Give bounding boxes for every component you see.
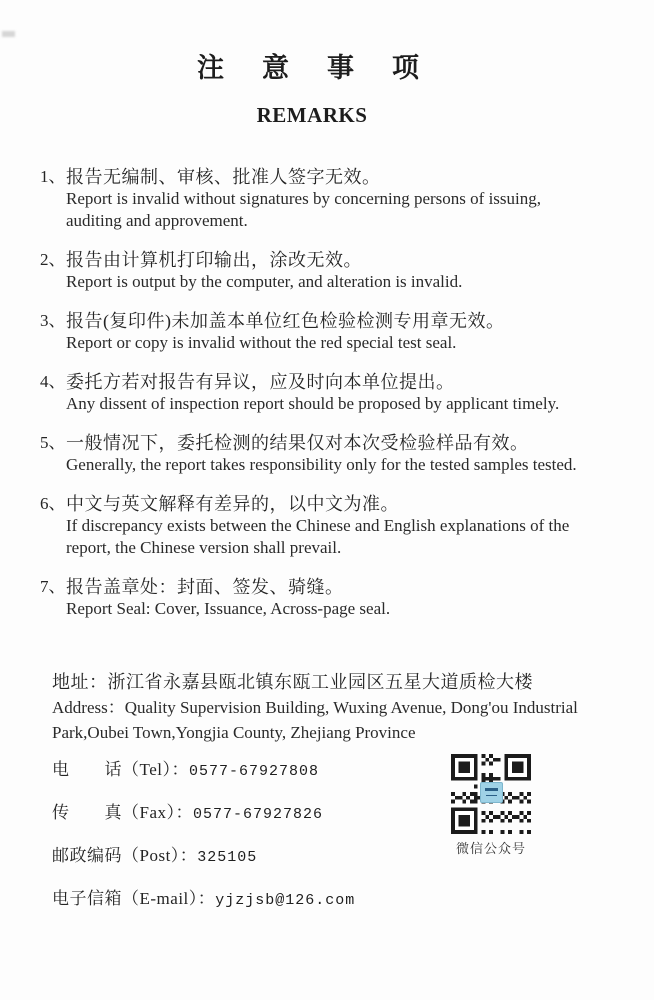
remark-english-text: If discrepancy exists between the Chinese and English explanations of the <box>66 516 570 535</box>
remark-english-text: Report is invalid without signatures by concerning persons of issuing, <box>66 189 541 208</box>
remark-number: 3、 <box>40 311 66 330</box>
page-title-english: REMARKS <box>256 103 368 127</box>
telephone-row <box>52 759 632 783</box>
remark-body <box>66 576 630 620</box>
email-value: yjzjsb@126.com <box>215 892 356 909</box>
address-chinese: 地址：浙江省永嘉县瓯北镇东瓯工业园区五星大道质检大楼 <box>52 672 533 692</box>
telephone-value: 0577-67927808 <box>188 763 319 780</box>
remark-chinese-text: 报告盖章处：封面、签发、骑缝。 <box>66 577 344 597</box>
telephone-label: 电 话（Tel）： <box>52 760 189 779</box>
remark-item-1 <box>40 166 630 232</box>
remark-chinese-text: 一般情况下，委托检测的结果仅对本次受检验样品有效。 <box>66 433 529 453</box>
fax-label: 传 真（Fax）： <box>52 803 193 822</box>
fax-row <box>52 802 632 826</box>
remark-item-3 <box>40 310 630 354</box>
remark-english-text: Report is output by the computer, and alteration is invalid. <box>66 272 463 291</box>
remarks-list <box>40 166 630 637</box>
email-row <box>52 888 632 912</box>
remark-english-text: Report Seal: Cover, Issuance, Across-page seal. <box>66 599 391 618</box>
remark-english-text: auditing and approvement. <box>66 211 248 230</box>
remark-number: 4、 <box>40 372 66 391</box>
qr-code <box>451 754 531 834</box>
contact-section <box>52 670 632 931</box>
remark-english-text: Any dissent of inspection report should be proposed by applicant timely. <box>66 394 560 413</box>
address-english-line1: Address：Quality Supervision Building, Wuxing Avenue, Dong'ou Industrial <box>52 698 578 717</box>
fax-value: 0577-67927826 <box>193 806 324 823</box>
remark-body <box>66 166 630 232</box>
postcode-row <box>52 845 632 869</box>
remark-number: 7、 <box>40 577 66 596</box>
remark-number: 6、 <box>40 494 66 513</box>
remark-item-7 <box>40 576 630 620</box>
remark-item-5 <box>40 432 630 476</box>
wechat-qr-block <box>451 754 531 857</box>
remark-number: 1、 <box>40 167 66 186</box>
remark-english-text: Report or copy is invalid without the red special test seal. <box>66 333 457 352</box>
contact-rows <box>52 759 632 912</box>
remark-item-6 <box>40 493 630 559</box>
remark-body <box>66 371 630 415</box>
page-title-chinese: 注意事项 <box>197 53 457 83</box>
remark-chinese-text: 报告无编制、审核、批准人签字无效。 <box>66 167 381 187</box>
remark-chinese-text: 委托方若对报告有异议，应及时向本单位提出。 <box>66 372 455 392</box>
remark-body <box>66 493 630 559</box>
qr-center-logo <box>480 782 503 803</box>
remark-english-text: Generally, the report takes responsibility only for the tested samples tested. <box>66 455 577 474</box>
remark-chinese-text: 报告由计算机打印输出，涂改无效。 <box>66 250 362 270</box>
address-english-line2: Park,Oubei Town,Yongjia County, Zhejiang Province <box>52 723 416 742</box>
email-label: 电子信箱（E-mail）： <box>52 889 216 908</box>
remark-number: 2、 <box>40 250 66 269</box>
remark-chinese-text: 中文与英文解释有差异的，以中文为准。 <box>66 494 399 514</box>
qr-caption: 微信公众号 <box>455 841 526 856</box>
remark-english-text: report, the Chinese version shall prevail. <box>66 538 342 557</box>
remark-chinese-text: 报告(复印件)未加盖本单位红色检验检测专用章无效。 <box>66 311 505 331</box>
remark-body <box>66 249 630 293</box>
page-header <box>0 46 654 128</box>
remark-body <box>66 432 630 476</box>
remark-item-4 <box>40 371 630 415</box>
remark-number: 5、 <box>40 433 66 452</box>
scan-artifact <box>2 31 15 37</box>
postcode-value: 325105 <box>197 849 258 866</box>
postcode-label: 邮政编码（Post）： <box>52 846 198 865</box>
remark-body <box>66 310 630 354</box>
remark-item-2 <box>40 249 630 293</box>
